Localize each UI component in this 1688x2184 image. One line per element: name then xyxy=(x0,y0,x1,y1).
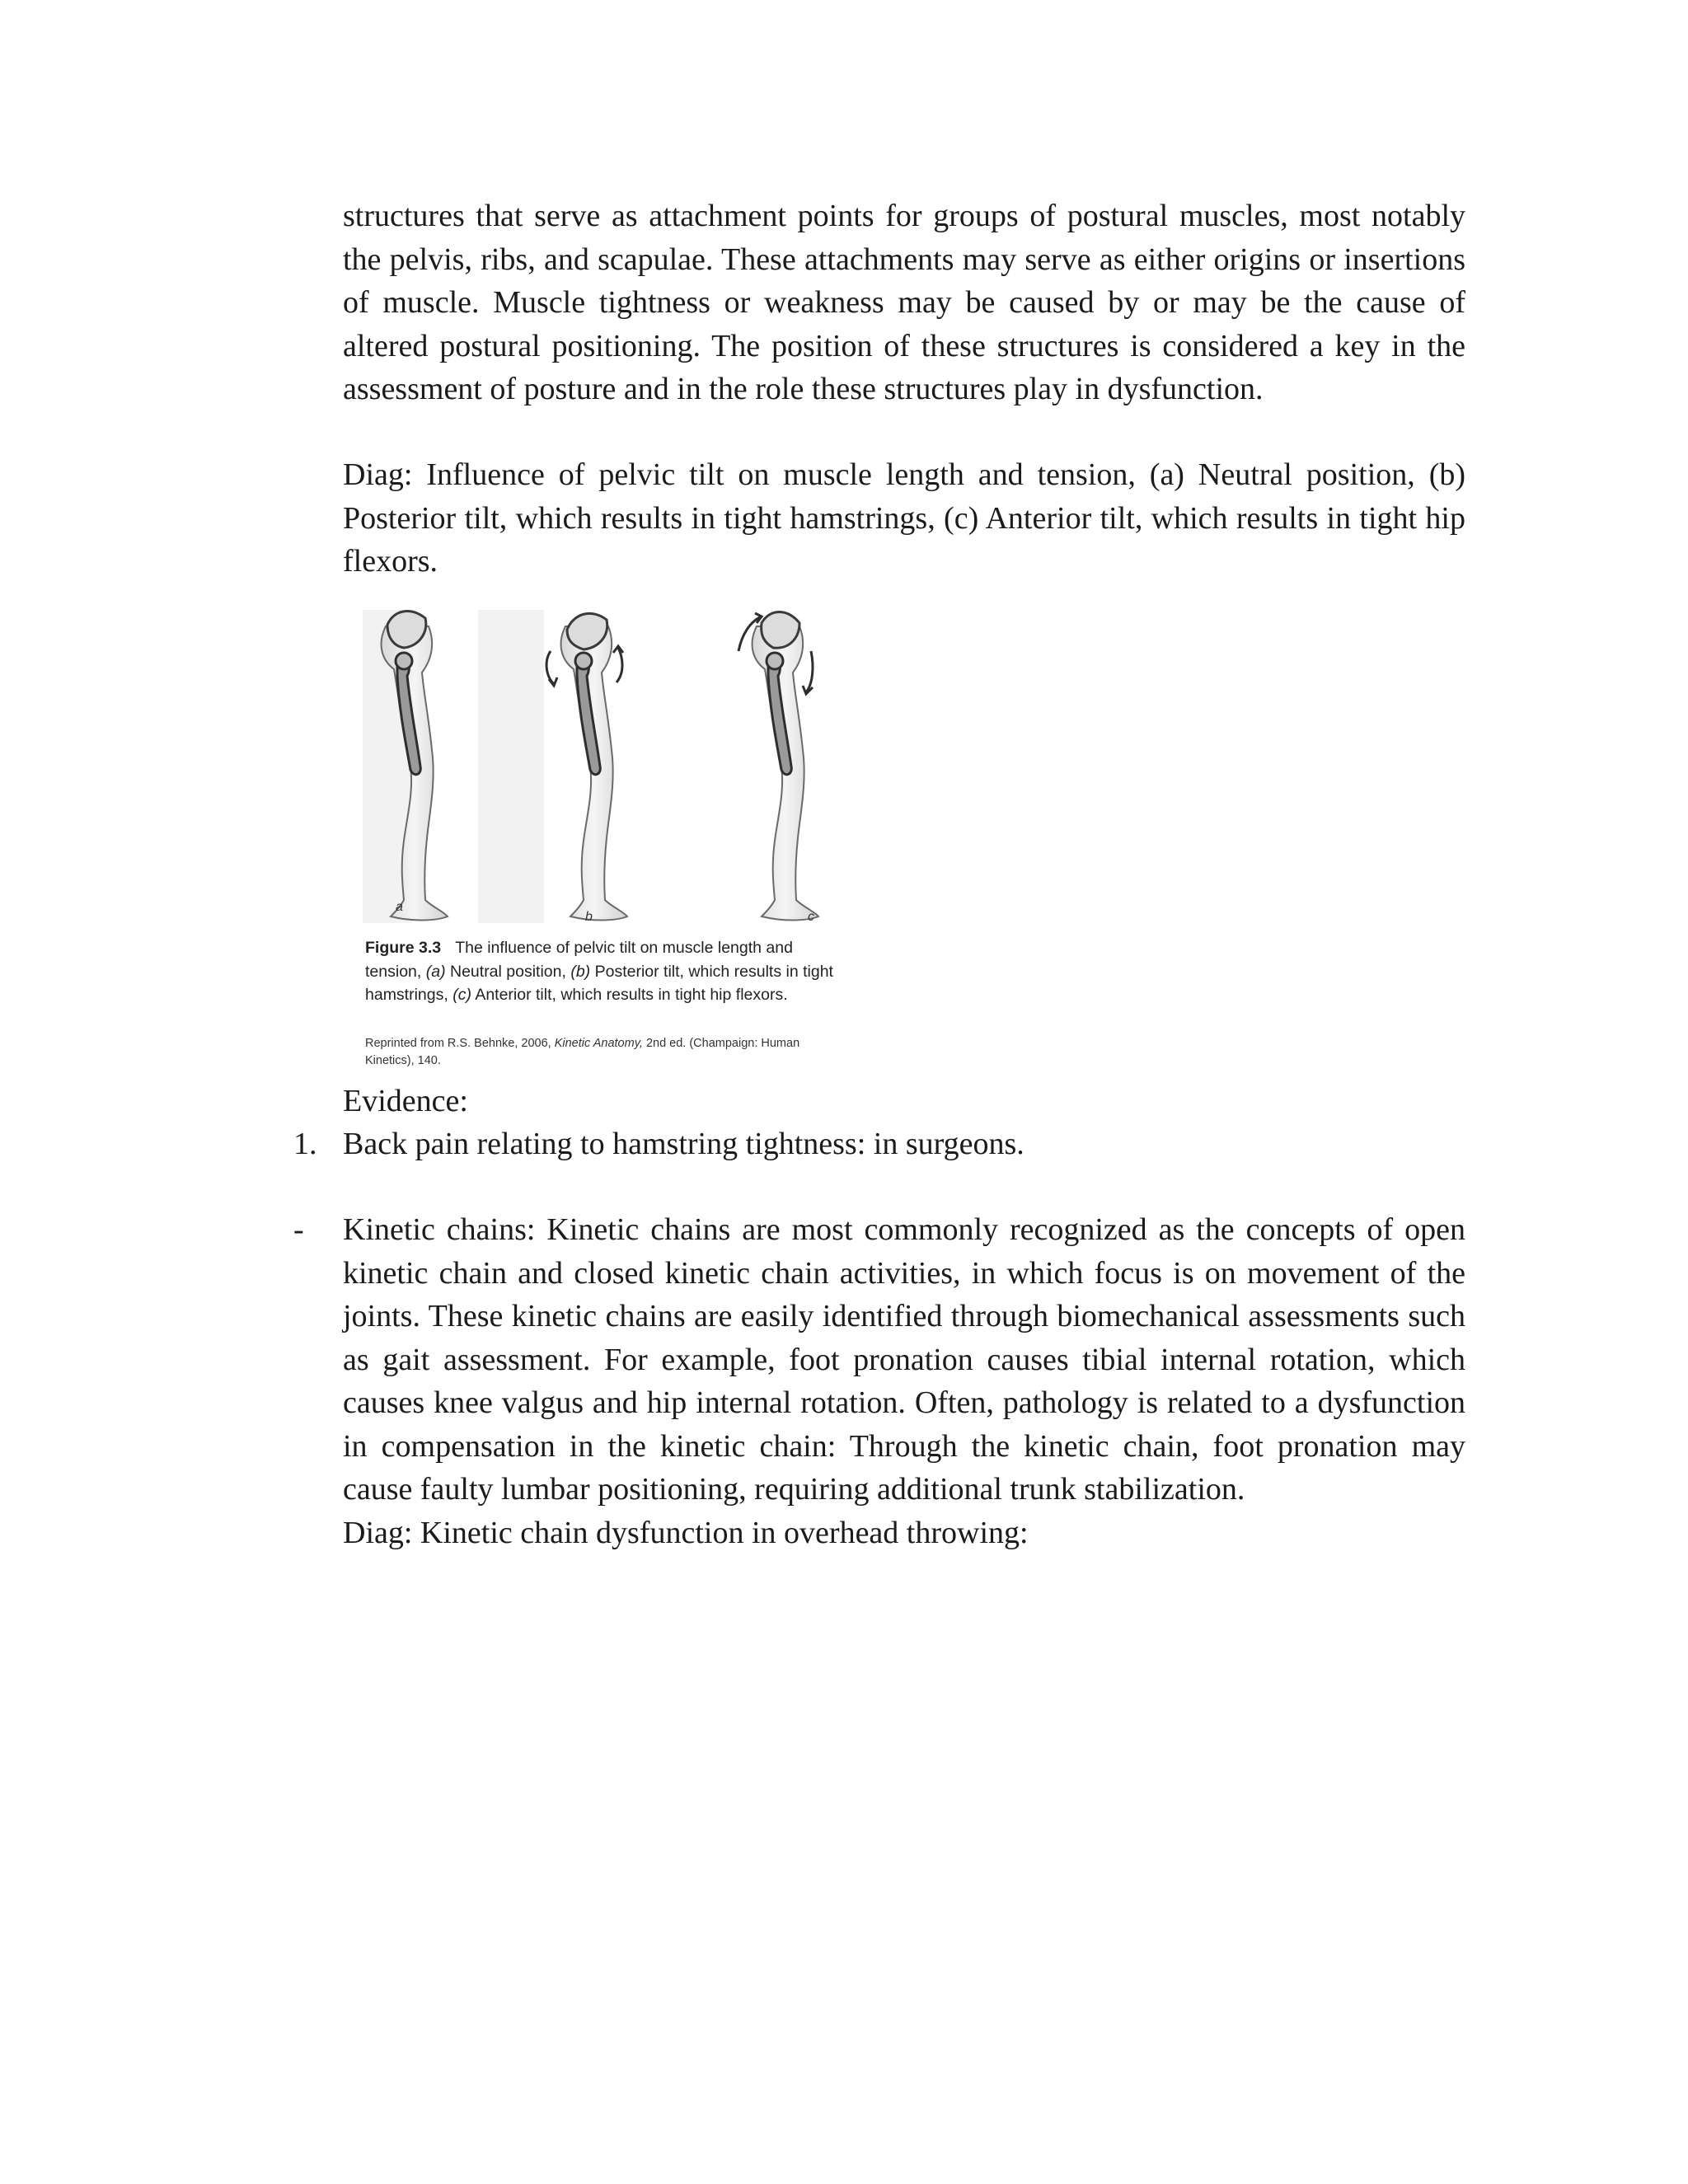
leg-figure-c-anterior-tilt xyxy=(738,612,818,921)
panel-label-b: b xyxy=(585,910,593,924)
credit-prefix: Reprinted from R.S. Behnke, 2006, xyxy=(365,1037,551,1050)
pelvic-tilt-figure xyxy=(346,593,857,1080)
figure-caption xyxy=(365,936,851,1007)
panel-label-c: c xyxy=(808,910,814,924)
caption-a-text: Neutral position, xyxy=(450,962,566,981)
panel-label-a: a xyxy=(396,900,403,914)
caption-c-marker: (c) xyxy=(452,986,471,1004)
caption-b-text: Posterior tilt, which results in tight hamstrings, xyxy=(365,962,833,1004)
caption-b-marker: (b) xyxy=(570,962,591,981)
evidence-heading: Evidence: xyxy=(343,1084,468,1118)
diagram-description-kinetic-chain: Diag: Kinetic chain dysfunction in overhead throwing: xyxy=(343,1515,1029,1550)
kinetic-chain-paragraph: Kinetic chains: Kinetic chains are most commonly recognized as the concepts of open kinetic chain and closed kinetic chain activities, in which focus is on movement of the joints. These kinetic chains are easily identified through biomechanical assessments such as gait assessment. For example, foot pronation causes tibial internal rotation, which causes knee valgus and hip internal rotation. Often, pathology is related to a dysfunction in compensation in the kinetic chain: Through the kinetic chain, foot pronation may cause faulty lumbar positioning, requiring additional trunk stabilization. xyxy=(343,1212,1465,1507)
list-dash: - xyxy=(293,1212,304,1247)
credit-suffix: 2nd ed. (Champaign: Human Kinetics), 140. xyxy=(365,1037,800,1067)
caption-c-text: Anterior tilt, which results in tight hip flexors. xyxy=(475,986,788,1004)
pelvic-tilt-illustration xyxy=(346,593,857,933)
leg-figure-b-posterior-tilt xyxy=(546,613,627,920)
list-number: 1. xyxy=(293,1127,317,1161)
credit-title: Kinetic Anatomy, xyxy=(554,1037,643,1050)
body-paragraph-posture-structures: structures that serve as attachment points for groups of postural muscles, most notably the pelvis, ribs, and scapulae. These attachments may serve as either origins or insertions of muscle. Muscle tightness or weakness may be caused by or may be the cause of altered postural positioning. The position of these structures is considered a key in the assessment of posture and in the role these structures play in dysfunction. xyxy=(343,199,1465,406)
figure-number: Figure 3.3 xyxy=(365,939,442,957)
diagram-description-pelvic-tilt: Diag: Influence of pelvic tilt on muscle length and tension, (a) Neutral position, (b) Posterior tilt, which results in tight hamstrings, (c) Anterior tilt, which results in tight hip flexors. xyxy=(343,457,1465,579)
caption-intro: The influence of pelvic tilt on muscle length and tension, xyxy=(365,939,793,981)
figure-credit xyxy=(365,1035,851,1069)
evidence-item-text: Back pain relating to hamstring tightness: in surgeons. xyxy=(343,1127,1025,1161)
caption-a-marker: (a) xyxy=(425,962,446,981)
